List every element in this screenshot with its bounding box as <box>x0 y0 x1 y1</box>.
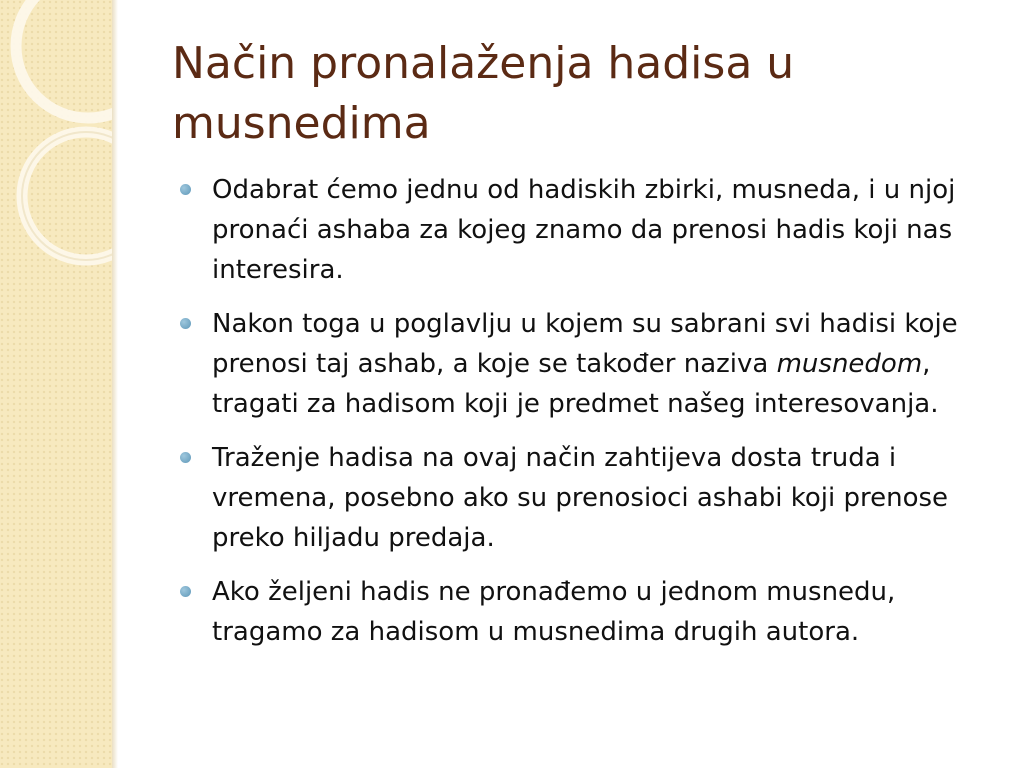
bullet-text-2-end: , tragati za hadisom koji je predmet našeg interesovanja. <box>212 349 939 419</box>
bullet-text-4: Ako željeni hadis ne pronađemo u jednom musnedu, tragamo za hadisom u musnedima drugih autora. <box>212 577 896 647</box>
bullet-item-3 <box>178 438 998 558</box>
bullet-item-1 <box>178 170 998 290</box>
bullet-item-2 <box>178 304 998 424</box>
bullet-list <box>178 170 998 666</box>
round-bullet-icon <box>180 318 191 329</box>
bullet-text-1: Odabrat ćemo jednu od hadiskih zbirki, musneda, i u njoj pronaći ashaba za kojeg znamo da prenosi hadis koji nas interesira. <box>212 175 956 285</box>
slide-title: Način pronalaženja hadisa u musnedima <box>172 38 795 149</box>
decorative-circles <box>0 0 112 768</box>
bullet-text-3: Traženje hadisa na ovaj način zahtijeva dosta truda i vremena, posebno ako su prenosioci ashabi koji prenose preko hiljadu predaja. <box>212 443 949 553</box>
round-bullet-icon <box>180 184 191 195</box>
bullet-text-2-start: Nakon toga u poglavlju u kojem su sabrani svi hadisi koje prenosi taj ashab, a koje se također naziva <box>212 309 958 379</box>
side-band-shadow <box>112 0 118 768</box>
decorative-side-band <box>0 0 112 768</box>
round-bullet-icon <box>180 452 191 463</box>
bullet-item-4 <box>178 572 998 652</box>
round-bullet-icon <box>180 586 191 597</box>
bullet-text-2-emphasis: musnedom <box>776 349 923 379</box>
